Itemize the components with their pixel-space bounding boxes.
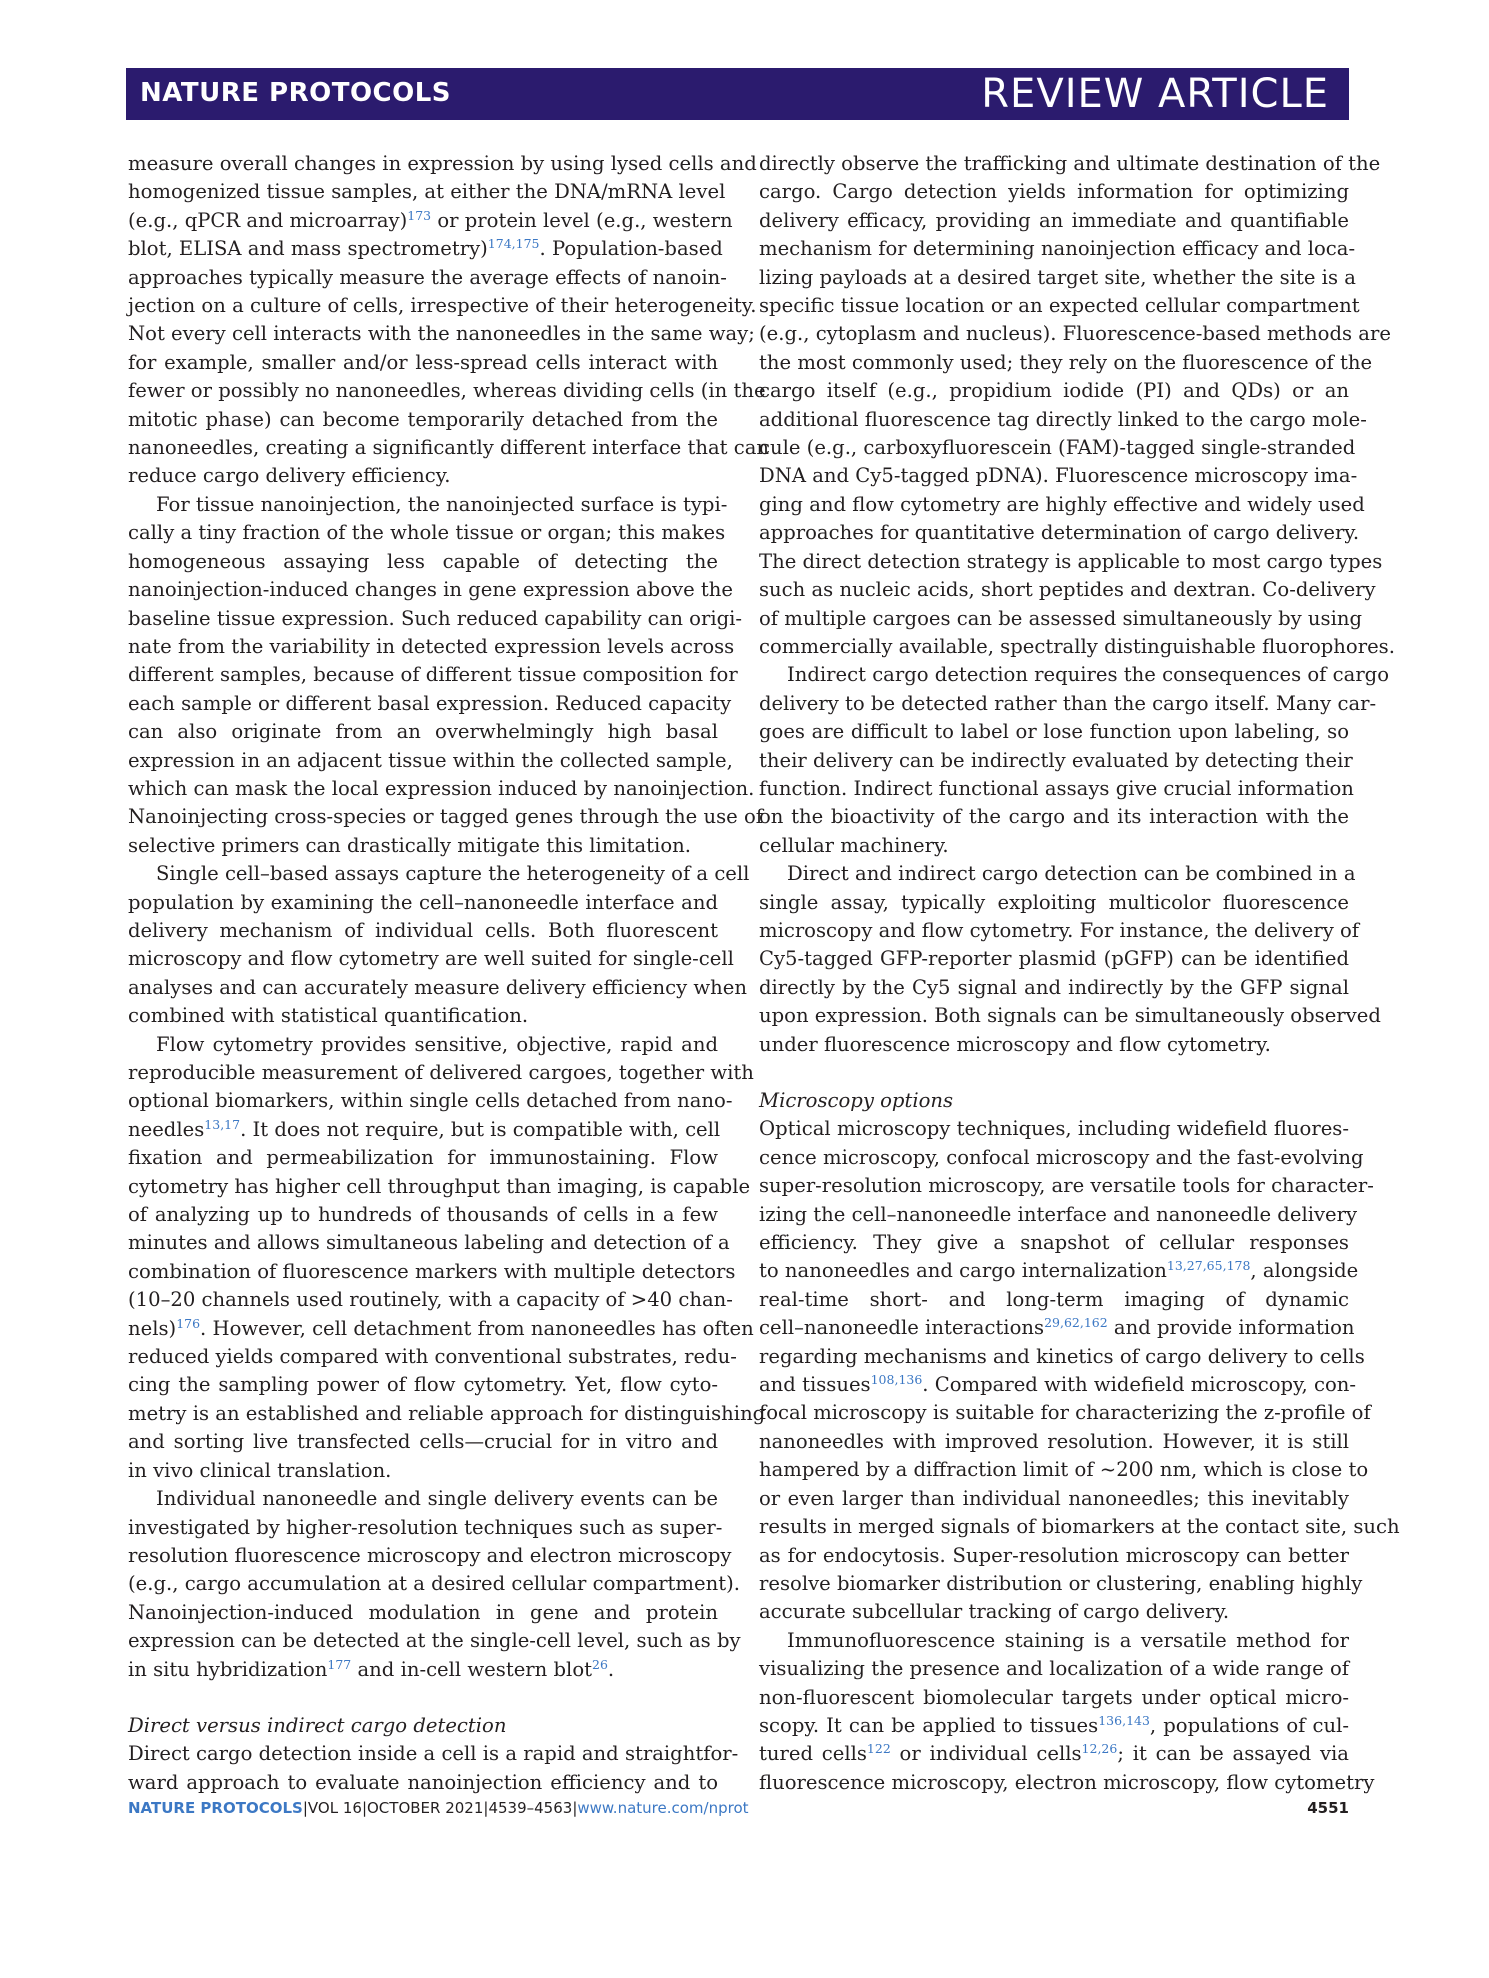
text-line: as for endocytosis. Super-resolution microscopy can better <box>759 1543 1349 1567</box>
text-line: (e.g., qPCR and microarray)$^{173}$ or protein level (e.g., western <box>128 207 733 232</box>
section-gap <box>759 1059 1349 1087</box>
citation[interactable]: 13,27,65,178 <box>1166 1258 1251 1274</box>
citation[interactable]: 174,175 <box>487 236 540 252</box>
text-line: blot, ELISA and mass spectrometry)$^{174,175}$. Population-based <box>128 236 723 261</box>
text-line: visualizing the presence and localization of a wide range of <box>759 1657 1349 1681</box>
text-line: the most commonly used; they rely on the fluorescence of the <box>759 350 1373 374</box>
text-line: microscopy and flow cytometry. For instance, the delivery of <box>759 918 1360 942</box>
text-line: investigated by higher-resolution techniques such as super- <box>128 1515 723 1539</box>
text-line: (e.g., cytoplasm and nucleus). Fluorescence-based methods are <box>759 322 1391 346</box>
text-line: combined with statistical quantification. <box>128 1004 529 1028</box>
citation[interactable]: 12,26 <box>1081 1741 1118 1757</box>
text-line: lizing payloads at a desired target site, whether the site is a <box>759 265 1356 289</box>
text-line: expression in an adjacent tissue within the collected sample, <box>128 748 733 772</box>
text-line: in situ hybridization$^{177}$ and in-cell western blot$^{26}$. <box>128 1656 615 1681</box>
citation[interactable]: 29,62,162 <box>1044 1315 1108 1331</box>
text-line: cargo. Cargo detection yields information for optimizing <box>759 180 1349 204</box>
citation[interactable]: 108,136 <box>870 1372 923 1388</box>
right-column <box>759 150 1400 1797</box>
text-line: of analyzing up to hundreds of thousands of cells in a few <box>128 1203 718 1227</box>
text-line: homogeneous assaying less capable of detecting the <box>128 549 718 573</box>
text-line: which can mask the local expression induced by nanoinjection. <box>128 776 755 800</box>
text-line: super-resolution microscopy, are versatile tools for character- <box>759 1174 1374 1198</box>
text-line: goes are difficult to label or lose function upon labeling, so <box>759 720 1349 744</box>
section-heading: Microscopy options <box>759 1089 954 1112</box>
text-line: optional biomarkers, within single cells detached from nano- <box>128 1089 733 1113</box>
text-line: real-time short- and long-term imaging of dynamic <box>759 1287 1349 1311</box>
text-line: approaches typically measure the average effects of nanoin- <box>128 265 727 289</box>
text-line: nels)$^{176}$. However, cell detachment from nanoneedles has often <box>128 1315 754 1340</box>
text-line: delivery to be detected rather than the cargo itself. Many car- <box>759 691 1377 715</box>
text-line: accurate subcellular tracking of cargo delivery. <box>759 1600 1230 1624</box>
text-line: different samples, because of different tissue composition for <box>128 663 738 687</box>
text-line: directly by the Cy5 signal and indirectly by the GFP signal <box>759 975 1349 999</box>
text-line: cell–nanoneedle interactions$^{29,62,162}$ and provide information <box>759 1315 1355 1340</box>
citation[interactable]: 13,17 <box>204 1116 241 1132</box>
footer-pages: 4539–4563 <box>488 1799 573 1817</box>
text-line: Optical microscopy techniques, including widefield fluores- <box>759 1117 1349 1141</box>
text-line: their delivery can be indirectly evaluated by detecting their <box>759 748 1353 772</box>
citation[interactable]: 26 <box>592 1656 608 1672</box>
text-line: approaches for quantitative determination of cargo delivery. <box>759 521 1360 545</box>
text-line: fewer or possibly no nanoneedles, whereas dividing cells (in the <box>128 379 766 403</box>
text-line: measure overall changes in expression by using lysed cells and <box>128 152 757 175</box>
text-line: directly observe the trafficking and ultimate destination of the <box>759 152 1381 175</box>
text-line: jection on a culture of cells, irrespective of their heterogeneity. <box>128 294 757 318</box>
text-line: upon expression. Both signals can be simultaneously observed <box>759 1004 1381 1028</box>
text-line: nanoneedles, creating a significantly different interface that can <box>128 436 770 460</box>
text-line: such as nucleic acids, short peptides and dextran. Co-delivery <box>759 578 1376 602</box>
text-line: baseline tissue expression. Such reduced capability can origi- <box>128 606 743 630</box>
text-line: of multiple cargoes can be assessed simultaneously by using <box>759 606 1363 630</box>
text-line: nanoneedles with improved resolution. However, it is still <box>759 1429 1349 1453</box>
text-line: efficiency. They give a snapshot of cellular responses <box>759 1231 1349 1255</box>
text-line: Single cell–based assays capture the heterogeneity of a cell <box>156 862 750 886</box>
text-line: regarding mechanisms and kinetics of cargo delivery to cells <box>759 1344 1365 1368</box>
text-line: needles$^{13,17}$. It does not require, but is compatible with, cell <box>128 1116 721 1141</box>
text-line: cytometry has higher cell throughput than imaging, is capable <box>128 1174 751 1198</box>
text-line: analyses and can accurately measure delivery efficiency when <box>128 975 747 999</box>
text-line: microscopy and flow cytometry are well suited for single-cell <box>128 947 734 971</box>
text-line: Flow cytometry provides sensitive, objective, rapid and <box>156 1032 718 1056</box>
text-line: focal microscopy is suitable for characterizing the z-profile of <box>759 1401 1371 1425</box>
text-line: can also originate from an overwhelmingly high basal <box>128 720 718 744</box>
text-line: tured cells$^{122}$ or individual cells$^{12,26}$; it can be assayed via <box>759 1741 1349 1766</box>
text-line: Nanoinjecting cross-species or tagged genes through the use of <box>128 805 764 829</box>
text-line: hampered by a diffraction limit of ~200 nm, which is close to <box>759 1458 1369 1482</box>
text-line: in vivo clinical translation. <box>128 1458 392 1482</box>
text-line: under fluorescence microscopy and flow cytometry. <box>759 1032 1271 1056</box>
text-line: fixation and permeabilization for immunostaining. Flow <box>128 1146 718 1170</box>
text-line: minutes and allows simultaneous labeling and detection of a <box>128 1231 730 1255</box>
text-line: Immunofluorescence staining is a versatile method for <box>787 1628 1349 1652</box>
text-line: cally a tiny fraction of the whole tissue or organ; this makes <box>128 521 726 545</box>
text-line: resolve biomarker distribution or clustering, enabling highly <box>759 1571 1363 1595</box>
article-type: REVIEW ARTICLE <box>981 71 1329 117</box>
text-line: to nanoneedles and cargo internalization$^{13,27,65,178}$, alongside <box>759 1258 1359 1283</box>
text-line: delivery mechanism of individual cells. Both fluorescent <box>128 918 718 942</box>
text-line: for example, smaller and/or less-spread cells interact with <box>128 350 718 374</box>
page-number: 4551 <box>1307 1799 1349 1817</box>
citation[interactable]: 122 <box>866 1741 891 1757</box>
text-line: mitotic phase) can become temporarily detached from the <box>128 407 718 431</box>
footer-date: OCTOBER 2021 <box>367 1799 484 1817</box>
text-line: Nanoinjection-induced modulation in gene and protein <box>128 1600 718 1624</box>
text-line: ging and flow cytometry are highly effective and widely used <box>759 492 1365 516</box>
text-line: Cy5-tagged GFP-reporter plasmid (pGFP) can be identified <box>759 947 1349 971</box>
text-line: expression can be detected at the single-cell level, such as by <box>128 1629 741 1653</box>
footer-journal: NATURE PROTOCOLS <box>128 1799 303 1817</box>
journal-name: NATURE PROTOCOLS <box>140 78 452 108</box>
text-line: reproducible measurement of delivered cargoes, together with <box>128 1061 754 1084</box>
text-line: delivery efficacy, providing an immediate and quantifiable <box>759 208 1349 232</box>
text-line: fluorescence microscopy, electron microscopy, flow cytometry <box>759 1770 1375 1794</box>
text-line: and sorting live transfected cells—crucial for in vitro and <box>128 1430 718 1454</box>
text-line: Not every cell interacts with the nanoneedles in the same way; <box>128 322 755 346</box>
text-line: or even larger than individual nanoneedles; this inevitably <box>759 1486 1349 1510</box>
text-line: combination of fluorescence markers with multiple detectors <box>128 1259 736 1283</box>
text-line: single assay, typically exploiting multicolor fluorescence <box>759 890 1349 914</box>
text-line: Direct cargo detection inside a cell is a rapid and straightfor- <box>128 1742 739 1766</box>
text-line: each sample or different basal expression. Reduced capacity <box>128 691 732 715</box>
text-line: population by examining the cell–nanoneedle interface and <box>128 890 718 914</box>
text-line: results in merged signals of biomarkers at the contact site, such <box>759 1515 1400 1539</box>
text-line: resolution fluorescence microscopy and electron microscopy <box>128 1543 732 1567</box>
text-line: reduce cargo delivery efficiency. <box>128 464 451 488</box>
text-line: ward approach to evaluate nanoinjection efficiency and to <box>128 1770 718 1794</box>
citation[interactable]: 176 <box>176 1315 201 1331</box>
text-line: nate from the variability in detected expression levels across <box>128 634 735 658</box>
text-line: For tissue nanoinjection, the nanoinjected surface is typi- <box>156 492 728 516</box>
left-column <box>128 150 770 1797</box>
citation[interactable]: 177 <box>327 1656 352 1672</box>
text-line: cence microscopy, confocal microscopy and the fast-evolving <box>759 1145 1364 1169</box>
text-line: (e.g., cargo accumulation at a desired cellular compartment). <box>128 1572 740 1596</box>
text-line: nanoinjection-induced changes in gene expression above the <box>128 578 733 602</box>
text-line: Indirect cargo detection requires the consequences of cargo <box>787 663 1390 687</box>
text-line: scopy. It can be applied to tissues$^{136,143}$, populations of cul- <box>759 1712 1349 1737</box>
text-line: commercially available, spectrally distinguishable fluorophores. <box>759 634 1395 658</box>
text-line: specific tissue location or an expected cellular compartment <box>759 294 1360 318</box>
section-gap <box>128 1684 718 1712</box>
text-line: izing the cell–nanoneedle interface and nanoneedle delivery <box>759 1202 1358 1226</box>
text-line: Direct and indirect cargo detection can be combined in a <box>787 862 1356 886</box>
footer-url-link[interactable]: www.nature.com/nprot <box>577 1799 749 1817</box>
text-line: DNA and Cy5-tagged pDNA). Fluorescence microscopy ima- <box>759 464 1358 488</box>
text-line: metry is an established and reliable approach for distinguishing <box>128 1401 766 1425</box>
text-line: reduced yields compared with conventional substrates, redu- <box>128 1345 737 1369</box>
text-line: selective primers can drastically mitigate this limitation. <box>128 833 691 857</box>
text-line: non-fluorescent biomolecular targets under optical micro- <box>759 1685 1349 1709</box>
text-line: and tissues$^{108,136}$. Compared with widefield microscopy, con- <box>759 1372 1356 1397</box>
text-line: additional fluorescence tag directly linked to the cargo mole- <box>759 407 1367 431</box>
text-line: cing the sampling power of flow cytometry. Yet, flow cyto- <box>128 1373 718 1397</box>
text-line: cargo itself (e.g., propidium iodide (PI) and QDs) or an <box>759 379 1349 403</box>
text-line: cellular machinery. <box>759 833 949 857</box>
section-heading: Direct versus indirect cargo detection <box>128 1713 507 1737</box>
footer-volume: VOL 16 <box>307 1799 362 1817</box>
text-line: (10–20 channels used routinely, with a capacity of >40 chan- <box>128 1288 733 1312</box>
text-line: The direct detection strategy is applicable to most cargo types <box>759 549 1383 573</box>
text-line: homogenized tissue samples, at either the DNA/mRNA level <box>128 180 726 204</box>
text-line: function. Indirect functional assays give crucial information <box>759 776 1354 800</box>
text-line: Individual nanoneedle and single delivery events can be <box>156 1487 718 1511</box>
page-footer: NATURE PROTOCOLS|VOL 16|OCTOBER 2021|4539–4563|www.nature.com/nprot 4551 <box>128 1799 1349 1817</box>
text-line: on the bioactivity of the cargo and its interaction with the <box>759 805 1349 829</box>
citation[interactable]: 173 <box>407 207 432 223</box>
text-line: mechanism for determining nanoinjection efficacy and loca- <box>759 237 1356 261</box>
journal-banner <box>126 68 1349 120</box>
text-line: cule (e.g., carboxyfluorescein (FAM)-tagged single-stranded <box>759 436 1356 460</box>
citation[interactable]: 136,143 <box>1098 1712 1150 1728</box>
